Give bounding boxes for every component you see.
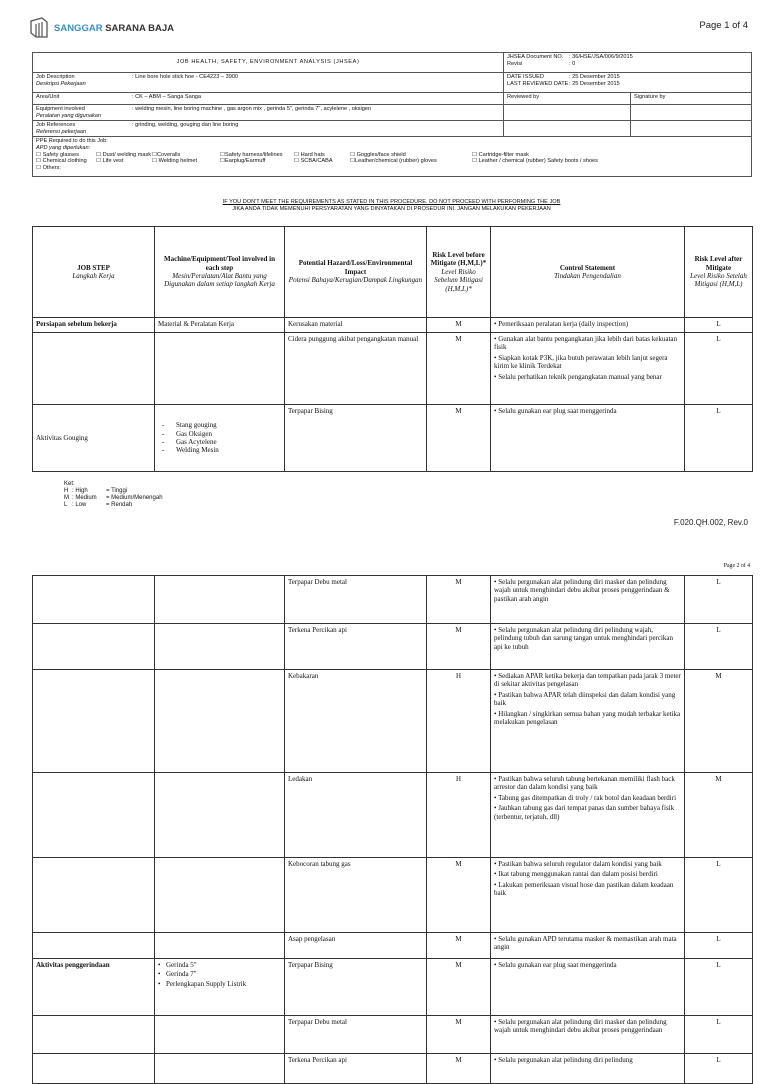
ppe-checkbox[interactable]: ☐Earplug/Earmuff	[220, 158, 266, 165]
risk-before-cell: H	[427, 773, 491, 858]
ppe-checkbox[interactable]: ☐Safety harness/lifelines	[220, 151, 283, 158]
ppe-label: PPE Required to do this Job:	[36, 138, 108, 145]
legend-row: H : High = Tinggi	[64, 488, 128, 494]
hazard-cell: Terpapar Bising	[285, 405, 427, 472]
ppe-checkbox[interactable]: ☐ Chemical clothing	[36, 158, 87, 165]
risk-before-cell: M	[427, 1016, 491, 1054]
risk-before-cell: M	[427, 1054, 491, 1084]
control-cell: • Pastikan bahwa seluruh tabung bertekanan memiliki flash back arrestor dan dalam kondisi yang baik • Tabung gas ditempatkan di troly / rak botol dan keadaan berdiri • Jauhkan tabung gas dari tempat panas dan sumber bahaya fisik (terbentur, terjatuh, dll)	[491, 773, 685, 858]
reviewer-input[interactable]	[504, 105, 631, 121]
job-step-cell	[33, 670, 155, 773]
job-step-cell	[33, 858, 155, 933]
job-description-label: Job Description	[36, 74, 75, 80]
col-risk-before: Risk Level before Mitigate (H,M,L)* Level Risiko Sebelum Mitigasi (H,M,L)*	[427, 227, 491, 318]
list-item: - Gas Acytelene	[176, 438, 281, 446]
table-row	[33, 318, 753, 333]
ppe-checkbox[interactable]: ☐ Hard hats	[294, 151, 325, 158]
risk-before-cell: M	[427, 959, 491, 1016]
risk-before-cell: H	[427, 670, 491, 773]
ppe-empty	[582, 152, 722, 159]
machine-cell	[155, 1054, 285, 1084]
jhsea-form-header	[32, 52, 752, 177]
ppe-checkbox[interactable]: ☐ Others:	[36, 164, 61, 171]
risk-after-cell: M	[685, 670, 753, 773]
job-step-cell	[33, 624, 155, 670]
ppe-checkbox[interactable]: ☐ Welding helmet	[152, 158, 198, 165]
table-row	[33, 1054, 753, 1084]
control-cell: • Selalu pergunakan alat pelindung diri masker dan pelindung wajah untuk menghindari debu akibat proses penggerindaan & pastikan arah angin	[491, 576, 685, 624]
hazard-cell: Kebocoran tabung gas	[285, 858, 427, 933]
warning-notice	[32, 199, 751, 213]
risk-after-cell: L	[685, 1054, 753, 1084]
hazard-cell: Terpapar Bising	[285, 959, 427, 1016]
risk-before-cell: M	[427, 333, 491, 405]
company-logo	[30, 18, 174, 38]
ppe-checkbox[interactable]: ☐Coveralls	[152, 151, 181, 158]
machine-list	[158, 961, 281, 988]
job-description-value: : Line bore hole stick hoe - CE4223 – 3900	[132, 74, 239, 80]
table-row	[33, 333, 753, 405]
ppe-cell	[33, 137, 752, 177]
date-issued-value: : 25 Desember 2015	[569, 74, 620, 80]
list-item: • Gerinda 5"	[166, 961, 281, 969]
job-references-value: : grinding, welding, gouging dan line boring	[132, 122, 239, 129]
logo-word-2: SARANA BAJA	[105, 22, 174, 34]
doc-no-cell	[504, 53, 752, 73]
ppe-empty	[582, 158, 722, 165]
warning-line-id: JIKA ANDA TIDAK MEMENUHI PERSYARATAN YANG DINYATAKAN DI PROSEDUR INI. JANGAN MELAKUKAN PEKERJAAN	[232, 206, 551, 212]
page-2-number: Page 2 of 4	[723, 563, 750, 569]
job-step-cell	[33, 333, 155, 405]
control-cell: • Gunakan alat bantu pengangkatan jika lebih dari batas kekuatan fisik • Siapkan kotak P3K, jika butuh perawatan lebih lanjut segera kirim ke klinik Terdekat • Selalu perhatikan teknik pengangkatan manual yang benar	[491, 333, 685, 405]
list-item: - Welding Mesin	[176, 446, 281, 454]
control-cell: • Selalu pergunakan alat pelindung diri masker dan pelindung wajah untuk menghindari debu akibat proses penggerindaan	[491, 1016, 685, 1054]
risk-after-cell: L	[685, 1016, 753, 1054]
risk-before-cell: M	[427, 624, 491, 670]
job-step-cell	[33, 773, 155, 858]
company-name	[54, 23, 174, 34]
control-cell: • Selalu gunakan ear plug saat menggerinda	[491, 405, 685, 472]
machine-cell	[155, 333, 285, 405]
col-machine: Machine/Equipment/Tool involved in each step Mesin/Peralatan/Alat Bantu yang Digunakan dalam setiap langkah Kerja	[155, 227, 285, 318]
hazard-cell: Kebakaran	[285, 670, 427, 773]
hazard-cell: Asap pengelasan	[285, 933, 427, 959]
list-item: - Stang gouging	[176, 421, 281, 429]
machine-cell	[155, 624, 285, 670]
table-row	[33, 933, 753, 959]
table-row	[33, 1016, 753, 1054]
doc-no-label: JHSEA Document NO.	[507, 54, 564, 60]
date-issued-label: DATE ISSUED	[507, 74, 544, 80]
risk-before-cell: M	[427, 318, 491, 333]
col-hazard: Potential Hazard/Loss/Environmental Impact Potensi Bahaya/Kerugian/Dampak Lingkungan	[285, 227, 427, 318]
hazard-cell: Cidera punggung akibat pengangkatan manual	[285, 333, 427, 405]
job-step-cell: Aktivitas Gouging	[33, 405, 155, 472]
company-logo-icon	[30, 18, 48, 38]
hazard-cell: Terpapar Debu metal	[285, 1016, 427, 1054]
risk-after-cell: L	[685, 576, 753, 624]
area-cell	[33, 93, 504, 105]
list-item: - Gas Oksigen	[176, 430, 281, 438]
list-item: • Gerinda 7"	[166, 970, 281, 978]
signature-by-label: Signature by	[631, 93, 752, 105]
control-cell: • Selalu pergunakan alat pelindung diri pelindung wajah, pelindung tubuh dan sarung tangan untuk menghindari percikan api ke tubuh	[491, 624, 685, 670]
risk-after-cell: M	[685, 773, 753, 858]
machine-cell	[155, 933, 285, 959]
job-step-cell: Aktivitas penggerindaan	[33, 959, 155, 1016]
reviewer-input-2[interactable]	[504, 121, 631, 137]
job-step-table-page1	[32, 226, 753, 472]
form-code: F.020.QH.002, Rev.0	[673, 518, 748, 527]
legend-row: L : Low = Rendah	[64, 502, 133, 508]
ppe-checkbox[interactable]: ☐ Dust/ welding mask	[96, 151, 152, 158]
job-description-cell	[33, 73, 504, 93]
hazard-cell: Terkena Percikan api	[285, 1054, 427, 1084]
machine-cell	[155, 858, 285, 933]
job-references-label: Job References	[36, 122, 76, 129]
table-row	[33, 959, 753, 1016]
ppe-checklist	[36, 152, 748, 172]
machine-list	[158, 421, 281, 455]
machine-cell	[155, 576, 285, 624]
hazard-cell: Terkena Percikan api	[285, 624, 427, 670]
risk-before-cell: M	[427, 576, 491, 624]
table-row	[33, 624, 753, 670]
machine-cell	[155, 670, 285, 773]
machine-cell	[155, 959, 285, 1016]
risk-after-cell: L	[685, 333, 753, 405]
risk-before-cell: M	[427, 405, 491, 472]
machine-cell: Material & Peralatan Kerja	[155, 318, 285, 333]
table-row	[33, 773, 753, 858]
risk-after-cell: L	[685, 858, 753, 933]
risk-after-cell: L	[685, 959, 753, 1016]
job-step-cell	[33, 576, 155, 624]
risk-legend	[64, 481, 163, 509]
machine-cell	[155, 1016, 285, 1054]
signature-input[interactable]	[631, 105, 752, 121]
legend-row: M : Medium = Medium/Menengah	[64, 495, 163, 501]
risk-after-cell: L	[685, 624, 753, 670]
table-row	[33, 670, 753, 773]
ppe-checkbox[interactable]: ☐ Safety glasses	[36, 151, 79, 158]
risk-after-cell: L	[685, 933, 753, 959]
page-number: Page 1 of 4	[699, 20, 748, 31]
job-references-sublabel: Referensi pekerjaan	[36, 128, 87, 135]
ppe-sublabel: APD yang diperlukan:	[36, 144, 91, 151]
job-step-cell	[33, 933, 155, 959]
area-label: Area/Unit	[36, 94, 60, 100]
machine-cell	[155, 773, 285, 858]
list-item: • Perlengkapan Supply Listrik	[166, 980, 281, 988]
risk-after-cell: L	[685, 405, 753, 472]
equipment-cell	[33, 105, 504, 121]
job-step-cell	[33, 1054, 155, 1084]
hazard-cell: Kerusakan material	[285, 318, 427, 333]
ppe-checkbox[interactable]: ☐ SCBA/CABA	[294, 158, 333, 165]
risk-before-cell: M	[427, 933, 491, 959]
hazard-cell: Terpapar Debu metal	[285, 576, 427, 624]
last-reviewed-label: LAST REVIEWED DATE	[507, 80, 569, 87]
control-cell: • Selalu gunakan APD terutama masker & memastikan arah mata angin	[491, 933, 685, 959]
logo-word-1: SANGGAR	[54, 22, 103, 34]
ppe-checkbox[interactable]: ☐ Life vest	[96, 158, 124, 165]
control-cell: • Selalu pergunakan alat pelindung diri pelindung	[491, 1054, 685, 1084]
control-cell: • Selalu gunakan ear plug saat menggerinda	[491, 959, 685, 1016]
table-row	[33, 576, 753, 624]
last-reviewed-value: : 25 Desember 2015	[569, 80, 620, 87]
col-job-step: JOB STEP Langkah Kerja	[33, 227, 155, 318]
job-step-cell	[33, 1016, 155, 1054]
reviewed-by-label: Reviewed by	[504, 93, 631, 105]
form-title: JOB HEALTH, SAFETY, ENVIRONMENT ANALYSIS (JHSEA)	[33, 53, 504, 73]
dates-cell	[504, 73, 752, 93]
equipment-label: Equipment involved	[36, 106, 85, 112]
control-cell: • Pastikan bahwa seluruh regulator dalam kondisi yang baik • Ikat tabung menggunakan rantai dan dalam posisi berdiri • Lakukan pemeriksaan visual hose dan pastikan dalam keadaan baik	[491, 858, 685, 933]
col-control: Control Statement Tindakan Pengendalian	[491, 227, 685, 318]
job-references-cell	[33, 121, 504, 137]
ppe-checkbox[interactable]: ☐ Cartridge-filter mask	[472, 151, 529, 158]
area-value: : CK – ABM – Sanga Sanga	[132, 94, 202, 100]
ppe-checkbox[interactable]: ☐ Leather / chemical (rubber) Safety boots / shoes	[472, 158, 598, 165]
col-risk-after: Risk Level after Mitigate Level Risiko Setelah Mitigasi (H,M,L)	[685, 227, 753, 318]
hazard-cell: Ledakan	[285, 773, 427, 858]
risk-after-cell: L	[685, 318, 753, 333]
legend-title: Ket:	[64, 481, 75, 487]
ppe-checkbox[interactable]: ☐Leather/chemical (rubber) gloves	[350, 158, 437, 165]
ppe-checkbox[interactable]: ☐ Goggles/face shield	[350, 151, 406, 158]
table-row	[33, 405, 753, 472]
job-step-cell: Persiapan sebelum bekerja	[33, 318, 155, 333]
job-description-sublabel: Deskripsi Pekerjaan	[36, 80, 86, 87]
table-header-row	[33, 227, 753, 318]
risk-before-cell: M	[427, 858, 491, 933]
signature-input-2[interactable]	[631, 121, 752, 137]
control-cell: • Pemeriksaan peralatan kerja (daily inspection)	[491, 318, 685, 333]
machine-cell	[155, 405, 285, 472]
table-row	[33, 858, 753, 933]
revision-label: Revisi	[507, 60, 523, 67]
revision-value: : 0	[569, 60, 576, 67]
job-step-table-page2	[32, 575, 753, 1084]
equipment-value: : welding mesin, line boring machine , gas argon mix , gerinda 5", gerinda 7", acylelene , oksigen	[132, 106, 372, 112]
warning-line-en: IF YOU DON'T MEET THE REQUIREMENTS AS STATED IN THIS PROCEDURE. DO NOT PROCEED WITH PERFORMING THE JOB	[222, 199, 561, 205]
equipment-sublabel: Peralatan yang digunakan	[36, 112, 102, 119]
doc-no-value: : 36/HSE/JSA/006/9/2015	[569, 54, 633, 60]
control-cell: • Sediakan APAR ketika bekerja dan tempatkan pada jarak 3 meter di sekitar aktivitas pengelasan • Pastikan bahwa APAR telah diinspeksi dan dalam kondisi yang baik • Hilangkan / singkirkan semua bahan yang mudah terbakar ketika melakukan pengelasan	[491, 670, 685, 773]
